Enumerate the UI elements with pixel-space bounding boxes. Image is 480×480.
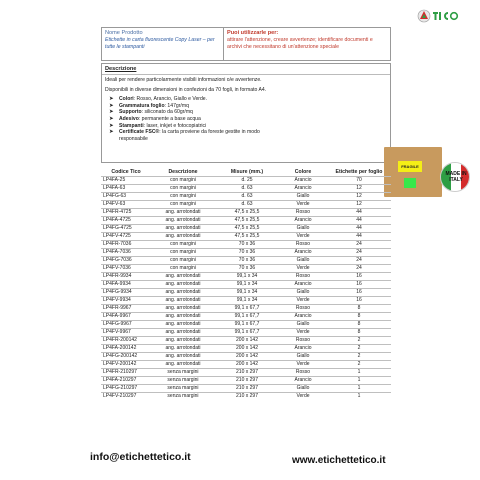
table-cell: senza margini xyxy=(151,376,215,384)
table-cell: Giallo xyxy=(279,288,327,296)
table-cell: 44 xyxy=(327,208,391,216)
table-cell: 210 x 297 xyxy=(215,392,279,400)
table-cell: LP4FG-200142 xyxy=(101,352,151,360)
table-cell: 99,1 x 34 xyxy=(215,272,279,280)
feature-text: : permanente a base acqua xyxy=(138,115,201,122)
table-cell: LP4FR-7036 xyxy=(101,240,151,248)
table-cell: 47,5 x 25,5 xyxy=(215,208,279,216)
table-cell: 210 x 297 xyxy=(215,384,279,392)
table-cell: Arancio xyxy=(279,176,327,184)
table-cell: Arancio xyxy=(279,312,327,320)
table-row xyxy=(101,328,391,336)
table-cell: LP4FA-4725 xyxy=(101,216,151,224)
table-cell: LP4FA-9934 xyxy=(101,280,151,288)
table-cell: con margini xyxy=(151,200,215,208)
table-row xyxy=(101,192,391,200)
table-cell: LP4FA-200142 xyxy=(101,344,151,352)
table-cell: Verde xyxy=(279,328,327,336)
table-row xyxy=(101,352,391,360)
product-name-label: Nome Prodotto xyxy=(105,30,143,36)
table-cell: 70 x 36 xyxy=(215,264,279,272)
table-cell: Verde xyxy=(279,232,327,240)
feature-label: Certificate FSC® xyxy=(119,129,160,136)
table-cell: 99,1 x 34 xyxy=(215,296,279,304)
table-row xyxy=(101,232,391,240)
table-cell: LP4FV-9934 xyxy=(101,296,151,304)
table-cell: Verde xyxy=(279,296,327,304)
table-cell: 200 x 142 xyxy=(215,336,279,344)
table-cell: senza margini xyxy=(151,392,215,400)
table-cell: 8 xyxy=(327,320,391,328)
table-row xyxy=(101,248,391,256)
table-row xyxy=(101,304,391,312)
table-cell: 200 x 142 xyxy=(215,352,279,360)
table-cell: Arancio xyxy=(279,280,327,288)
table-row xyxy=(101,392,391,400)
table-cell: Giallo xyxy=(279,192,327,200)
table-cell: 70 x 36 xyxy=(215,256,279,264)
table-cell: 47,5 x 25,5 xyxy=(215,232,279,240)
table-cell: 24 xyxy=(327,264,391,272)
table-cell: LP4FV-4725 xyxy=(101,232,151,240)
website-link[interactable]: www.etichettetico.it xyxy=(292,455,386,466)
table-cell: Arancio xyxy=(279,248,327,256)
table-cell: 200 x 142 xyxy=(215,360,279,368)
fragile-sticker: FRAGILE xyxy=(398,161,422,172)
table-row xyxy=(101,224,391,232)
table-row xyxy=(101,344,391,352)
description-body xyxy=(102,75,287,144)
made-in-italy-badge xyxy=(440,162,470,192)
table-cell: LP4FG-63 xyxy=(101,192,151,200)
table-cell: 70 x 36 xyxy=(215,240,279,248)
table-cell: LP4FR-9967 xyxy=(101,304,151,312)
table-row xyxy=(101,216,391,224)
feature-text: : laser, inkjet e fotocopiatrici xyxy=(143,122,207,129)
table-cell: ang. arrotondati xyxy=(151,344,215,352)
table-cell: 99,1 x 34 xyxy=(215,288,279,296)
table-cell: d. 63 xyxy=(215,192,279,200)
feature-item xyxy=(105,116,284,123)
description-heading: Descrizione xyxy=(102,64,390,75)
table-cell: Arancio xyxy=(279,344,327,352)
table-cell: ang. arrotondati xyxy=(151,288,215,296)
table-cell: con margini xyxy=(151,248,215,256)
table-cell: Rosso xyxy=(279,240,327,248)
table-cell: 2 xyxy=(327,352,391,360)
contact-email[interactable]: info@etichettetico.it xyxy=(90,451,191,463)
table-cell: 44 xyxy=(327,224,391,232)
table-cell: 12 xyxy=(327,200,391,208)
table-cell: 12 xyxy=(327,192,391,200)
table-cell: 16 xyxy=(327,288,391,296)
table-cell: 2 xyxy=(327,344,391,352)
table-cell: 1 xyxy=(327,384,391,392)
feature-label: Adesivo xyxy=(119,115,139,122)
table-cell: 16 xyxy=(327,272,391,280)
table-cell: 1 xyxy=(327,392,391,400)
table-cell: 47,5 x 25,5 xyxy=(215,224,279,232)
table-row xyxy=(101,384,391,392)
table-cell: 44 xyxy=(327,216,391,224)
table-cell: con margini xyxy=(151,184,215,192)
feature-label: Grammatura foglio xyxy=(119,102,165,109)
arrow-bullet-icon: ➤ xyxy=(109,109,114,116)
table-cell: Giallo xyxy=(279,352,327,360)
arrow-bullet-icon: ➤ xyxy=(109,129,114,136)
table-row xyxy=(101,336,391,344)
table-cell: 12 xyxy=(327,184,391,192)
table-cell: Rosso xyxy=(279,368,327,376)
table-cell: 2 xyxy=(327,336,391,344)
table-cell: con margini xyxy=(151,256,215,264)
table-cell: 1 xyxy=(327,376,391,384)
table-cell: 99,1 x 34 xyxy=(215,280,279,288)
table-cell: Giallo xyxy=(279,384,327,392)
table-cell: LP4FG-7036 xyxy=(101,256,151,264)
table-cell: 24 xyxy=(327,248,391,256)
table-row xyxy=(101,200,391,208)
table-cell: LP4FA-210297 xyxy=(101,376,151,384)
table-cell: Rosso xyxy=(279,208,327,216)
table-cell: con margini xyxy=(151,192,215,200)
table-cell: ang. arrotondati xyxy=(151,216,215,224)
feature-text: : Rosso, Arancio, Giallo e Verde. xyxy=(133,96,208,103)
table-cell: Rosso xyxy=(279,304,327,312)
product-name-cell xyxy=(102,28,224,60)
table-row xyxy=(101,208,391,216)
table-header-row xyxy=(101,168,391,176)
table-cell: ang. arrotondati xyxy=(151,360,215,368)
table-cell: Arancio xyxy=(279,376,327,384)
feature-label: Supporto xyxy=(119,109,142,116)
table-cell: Giallo xyxy=(279,224,327,232)
table-cell: LP4FV-210297 xyxy=(101,392,151,400)
table-cell: ang. arrotondati xyxy=(151,336,215,344)
feature-text: : la carta proviene da foreste gestite in modo responsabile xyxy=(119,129,260,142)
table-row xyxy=(101,176,391,184)
table-row xyxy=(101,288,391,296)
arrow-bullet-icon: ➤ xyxy=(109,122,114,129)
table-cell: LP4FR-9934 xyxy=(101,272,151,280)
table-cell: 16 xyxy=(327,280,391,288)
table-cell: 44 xyxy=(327,232,391,240)
table-cell: ang. arrotondati xyxy=(151,232,215,240)
table-cell: d. 63 xyxy=(215,200,279,208)
table-cell: Verde xyxy=(279,200,327,208)
table-cell: Arancio xyxy=(279,184,327,192)
table-cell: 99,1 x 67,7 xyxy=(215,312,279,320)
feature-text: : 147gr/mq xyxy=(164,102,189,109)
table-cell: 99,1 x 67,7 xyxy=(215,320,279,328)
table-row xyxy=(101,264,391,272)
table-cell: LP4FV-9967 xyxy=(101,328,151,336)
product-header xyxy=(101,27,391,61)
table-cell: ang. arrotondati xyxy=(151,296,215,304)
table-row xyxy=(101,360,391,368)
feature-item xyxy=(105,109,284,116)
table-cell: d. 25 xyxy=(215,176,279,184)
table-cell: LP4FR-210297 xyxy=(101,368,151,376)
description-formats: Disponibili in diverse dimensioni in confezioni da 70 fogli, in formato A4. xyxy=(105,86,267,93)
table-cell: con margini xyxy=(151,176,215,184)
table-cell: LP4FV-63 xyxy=(101,200,151,208)
column-header: Etichette per foglio xyxy=(335,168,383,175)
table-cell: Verde xyxy=(279,392,327,400)
column-header: Colore xyxy=(294,168,312,175)
table-cell: d. 63 xyxy=(215,184,279,192)
table-cell: LP4FG-4725 xyxy=(101,224,151,232)
table-cell: LP4FA-63 xyxy=(101,184,151,192)
table-cell: ang. arrotondati xyxy=(151,272,215,280)
table-cell: 210 x 297 xyxy=(215,376,279,384)
table-cell: LP4FG-210297 xyxy=(101,384,151,392)
table-cell: Giallo xyxy=(279,320,327,328)
arrow-bullet-icon: ➤ xyxy=(109,96,114,103)
table-cell: 70 x 36 xyxy=(215,248,279,256)
table-row xyxy=(101,256,391,264)
usage-label: Puoi utilizzarle per: xyxy=(227,30,279,36)
column-header: Misure (mm.) xyxy=(230,168,264,175)
table-cell: LP4FV-200142 xyxy=(101,360,151,368)
table-cell: LP4FA-25 xyxy=(101,176,151,184)
table-cell: 24 xyxy=(327,240,391,248)
table-row xyxy=(101,184,391,192)
product-codes-table xyxy=(101,168,391,400)
table-body xyxy=(101,176,391,400)
table-cell: 8 xyxy=(327,328,391,336)
table-cell: 99,1 x 67,7 xyxy=(215,304,279,312)
table-cell: 99,1 x 67,7 xyxy=(215,328,279,336)
table-cell: con margini xyxy=(151,240,215,248)
table-cell: LP4FR-200142 xyxy=(101,336,151,344)
table-row xyxy=(101,280,391,288)
table-cell: ang. arrotondati xyxy=(151,224,215,232)
table-cell: 24 xyxy=(327,256,391,264)
table-cell: Arancio xyxy=(279,216,327,224)
made-in-italy-text: MADE IN ITALY xyxy=(445,171,467,183)
table-cell: ang. arrotondati xyxy=(151,304,215,312)
table-cell: 1 xyxy=(327,368,391,376)
table-cell: Giallo xyxy=(279,256,327,264)
table-cell: ang. arrotondati xyxy=(151,280,215,288)
table-row xyxy=(101,376,391,384)
table-row xyxy=(101,296,391,304)
table-cell: LP4FA-9967 xyxy=(101,312,151,320)
feature-item xyxy=(105,103,284,110)
table-cell: 2 xyxy=(327,360,391,368)
table-cell: 70 xyxy=(327,176,391,184)
feature-item xyxy=(105,129,284,142)
feature-list xyxy=(105,96,284,142)
product-image xyxy=(384,147,442,197)
table-cell: con margini xyxy=(151,264,215,272)
table-cell: Verde xyxy=(279,264,327,272)
table-cell: LP4FR-4725 xyxy=(101,208,151,216)
feature-item xyxy=(105,96,284,103)
feature-label: Colori xyxy=(119,96,134,103)
table-cell: 8 xyxy=(327,304,391,312)
table-cell: LP4FG-9967 xyxy=(101,320,151,328)
table-cell: 16 xyxy=(327,296,391,304)
table-cell: 210 x 297 xyxy=(215,368,279,376)
table-row xyxy=(101,320,391,328)
table-row xyxy=(101,272,391,280)
table-cell: LP4FA-7036 xyxy=(101,248,151,256)
feature-label: Stampanti xyxy=(119,122,144,129)
table-cell: ang. arrotondati xyxy=(151,312,215,320)
table-cell: senza margini xyxy=(151,384,215,392)
column-header: Descrizione xyxy=(168,168,198,175)
table-cell: 47,5 x 25,5 xyxy=(215,216,279,224)
usage-cell xyxy=(224,28,390,60)
table-cell: 200 x 142 xyxy=(215,344,279,352)
logo-icon xyxy=(416,6,460,26)
table-cell: Rosso xyxy=(279,336,327,344)
table-row xyxy=(101,368,391,376)
table-cell: ang. arrotondati xyxy=(151,320,215,328)
table-row xyxy=(101,312,391,320)
arrow-bullet-icon: ➤ xyxy=(109,102,114,109)
feature-text: : siliconato da 60gr/mq xyxy=(141,109,193,116)
table-cell: ang. arrotondati xyxy=(151,352,215,360)
product-title: Etichette in carta fluorescente Copy Laser – per tutte le stampanti xyxy=(105,37,215,50)
table-cell: LP4FG-9934 xyxy=(101,288,151,296)
table-cell: Rosso xyxy=(279,272,327,280)
usage-text: attirare l'attenzione, creare avvertenze; identificare documenti e archivi che necessitano di un'attenzione speciale xyxy=(227,37,373,50)
table-cell: LP4FV-7036 xyxy=(101,264,151,272)
table-cell: ang. arrotondati xyxy=(151,328,215,336)
description-intro: Ideali per rendere particolarmente visibili informazioni o/e avvertenze. xyxy=(105,77,262,83)
column-header: Codice Tico xyxy=(111,168,141,175)
table-row xyxy=(101,240,391,248)
table-cell: senza margini xyxy=(151,368,215,376)
table-cell: 8 xyxy=(327,312,391,320)
table-cell: Verde xyxy=(279,360,327,368)
green-sticker xyxy=(404,178,416,188)
arrow-bullet-icon: ➤ xyxy=(109,115,114,122)
table-cell: ang. arrotondati xyxy=(151,208,215,216)
